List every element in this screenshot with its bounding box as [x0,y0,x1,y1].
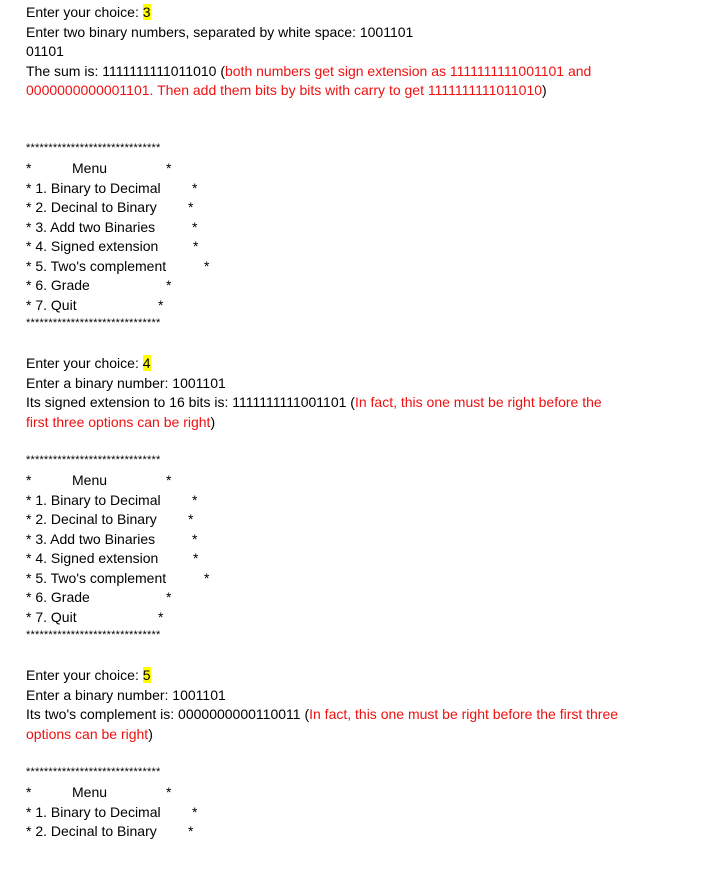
result-text: ) [210,413,216,430]
menu-item-label: * 3. Add two Binaries [26,530,156,547]
choice-prompt: Enter your choice: [26,667,143,683]
menu-border: ****************************** [26,317,161,329]
menu-item [26,198,194,218]
menu-item-label: * 2. Decinal to Binary [26,823,157,839]
menu-star: * [193,550,199,566]
menu-item-label: * 6. Grade [26,589,90,605]
result-text: The sum is: 1111111111011010 ( [26,62,225,79]
menu-item [26,588,172,608]
menu-star: * [188,199,194,215]
annotation-text: options can be right [26,725,149,742]
choice-value: 4 [142,355,151,371]
menu-item-label: * 3. Add two Binaries [26,218,156,235]
result-line [26,62,591,82]
menu-border: ****************************** [26,142,161,154]
menu-star: * [26,472,32,488]
menu-item-label: * 1. Binary to Decimal [26,179,161,196]
menu-item-label: * 7. Quit [26,296,77,313]
input-line: Enter two binary numbers, separated by white space: 1001101 [26,23,414,40]
input-line: 01101 [26,43,64,59]
menu-item [26,296,164,316]
menu-item [26,179,198,199]
menu-item [26,218,198,238]
menu-border: ****************************** [26,454,161,466]
result-line [26,393,602,413]
menu-item [26,549,199,569]
input-line: Enter a binary number: 1001101 [26,686,226,703]
menu-item-label: * 1. Binary to Decimal [26,803,161,820]
menu-star: * [166,160,172,176]
menu-star: * [204,569,210,586]
menu-star: * [193,238,199,254]
result-line [26,705,618,725]
annotation-text: In fact, this one must be right before the first three [309,706,619,722]
result-line [26,725,153,745]
menu-item-label: * 5. Two's complement [26,569,167,586]
result-line [26,413,215,433]
menu-item [26,608,164,628]
menu-item-label: * 2. Decinal to Binary [26,511,157,527]
menu-star: * [188,823,194,839]
menu-item-label: * 1. Binary to Decimal [26,491,161,508]
menu-item [26,822,194,842]
menu-star: * [26,160,32,176]
menu-item [26,569,210,589]
menu-item-label: * 5. Two's complement [26,257,167,274]
result-text: Its two's complement is: 0000000000110011 ( [26,706,310,722]
choice-value: 5 [142,667,151,683]
menu-item [26,491,198,511]
menu-item-label: * 6. Grade [26,277,90,293]
annotation-text: both numbers get sign extension as 1111111111001101 and [224,62,592,79]
annotation-text: 0000000000001101. Then add them bits by bits with carry to get 1111111111011010 [26,82,543,98]
choice-line [26,3,151,23]
menu-star: * [166,472,172,488]
choice-prompt: Enter your choice: [26,4,143,20]
choice-prompt: Enter your choice: [26,355,143,371]
menu-title: Menu [72,160,108,176]
menu-star: * [192,530,198,547]
menu-item [26,276,172,296]
result-line [26,81,547,101]
menu-border: ****************************** [26,766,161,778]
menu-border: ****************************** [26,629,161,641]
annotation-text: first three options can be right [26,413,211,430]
menu-item [26,530,198,550]
choice-line [26,354,151,374]
menu-item [26,803,198,823]
menu-star: * [166,784,172,800]
menu-item [26,510,194,530]
menu-star: * [166,277,172,293]
annotation-text: In fact, this one must be right before the [354,394,602,410]
input-line: Enter a binary number: 1001101 [26,374,226,391]
choice-value: 3 [142,4,151,20]
menu-star: * [204,257,210,274]
menu-item-label: * 4. Signed extension [26,550,159,566]
result-text: ) [542,82,547,98]
result-text: Its signed extension to 16 bits is: 1111111111001101 ( [26,394,355,410]
menu-star: * [158,608,164,625]
menu-star: * [158,296,164,313]
menu-item [26,257,210,277]
menu-star: * [192,491,198,508]
menu-item-label: * 4. Signed extension [26,238,159,254]
menu-title: Menu [72,472,108,488]
choice-line [26,666,151,686]
menu-title: Menu [72,784,108,800]
menu-star: * [188,511,194,527]
menu-item-label: * 2. Decinal to Binary [26,199,157,215]
menu-star: * [192,218,198,235]
result-text: ) [148,725,153,742]
menu-star: * [192,179,198,196]
menu-item [26,237,199,257]
menu-star: * [166,589,172,605]
menu-item-label: * 7. Quit [26,608,77,625]
menu-star: * [26,784,32,800]
menu-star: * [192,803,198,820]
